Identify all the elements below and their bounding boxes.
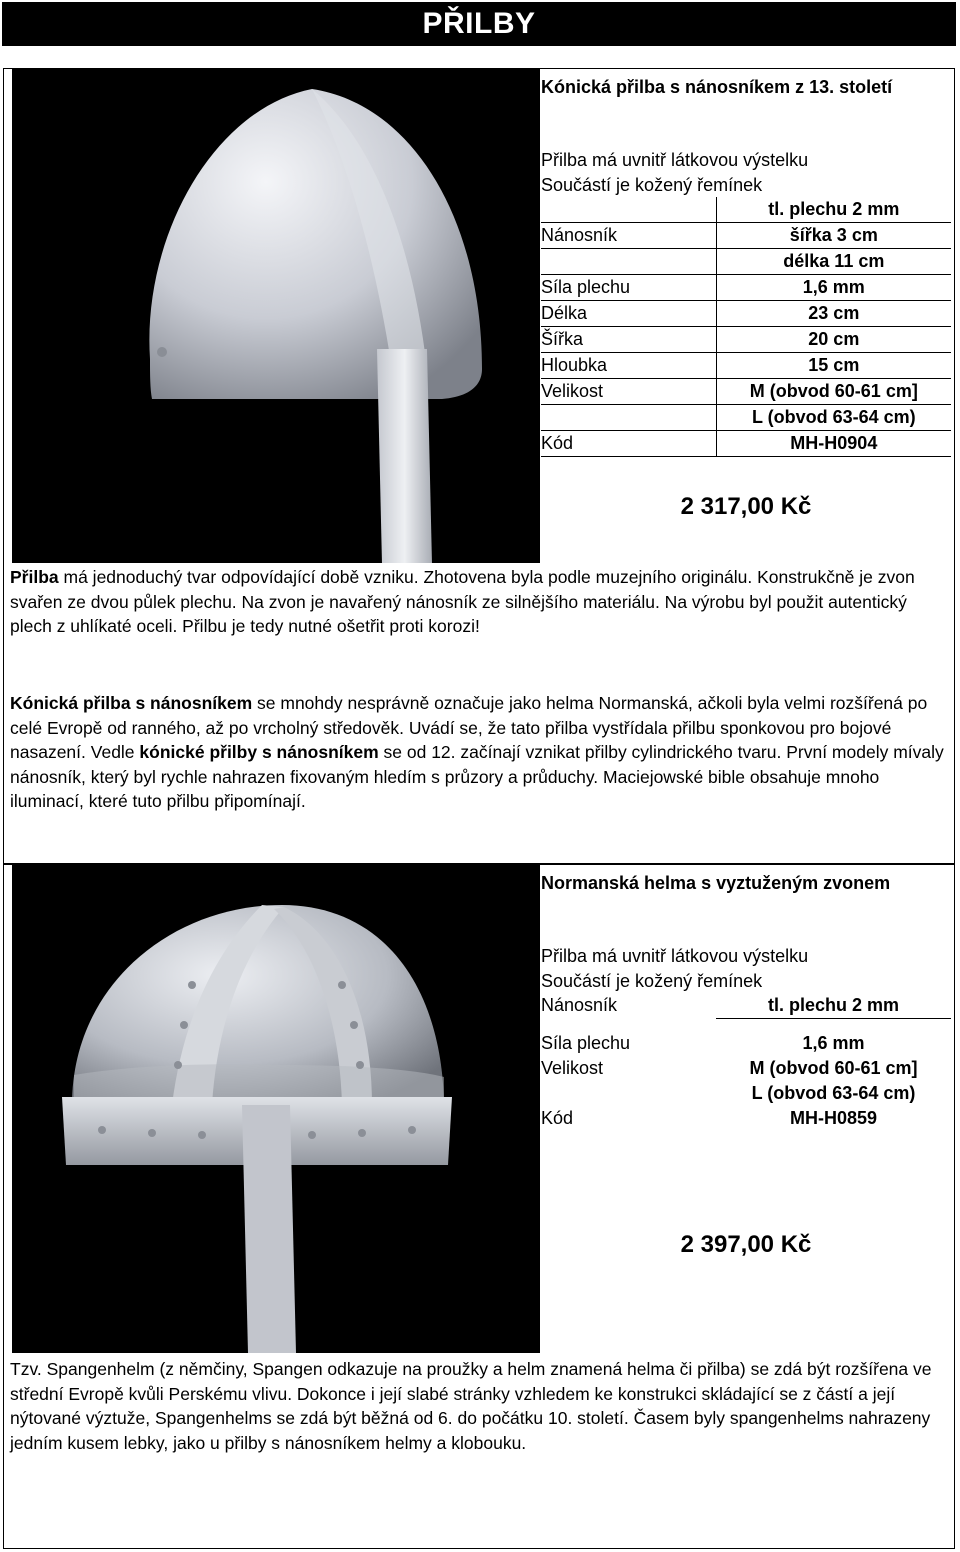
product-photo-conical-helmet	[12, 69, 540, 563]
spec-label	[541, 405, 716, 431]
spec-value: 20 cm	[716, 327, 951, 353]
feature-line: Přilba má uvnitř látkovou výstelku	[541, 150, 809, 170]
description-text: má jednoduchý tvar odpovídající době vzniku. Zhotovena byla podle muzejního originálu. Konstrukčně je zvon svařen ze dvou půlek plechu. Na zvon je navařený nánosník ze silnějšího materiálu. Na výrobu byl použit autentický plech z uhlíkaté oceli. Přilbu je tedy nutné ošetřit proti korozi!	[10, 567, 915, 636]
spec-value: MH-H0904	[716, 431, 951, 457]
spec-value: L (obvod 63-64 cm)	[716, 405, 951, 431]
spec-row	[541, 431, 951, 457]
spec-value: 1,6 mm	[802, 1033, 865, 1053]
spangenhelm-image	[12, 865, 540, 1353]
spec-row	[541, 353, 951, 379]
spec-label: Kód	[541, 431, 716, 457]
history-text: se mnohdy nesprávně označuje jako helma Normanská, ačkoli byla velmi rozšířená po celé Evropě od ranného, až po vrcholný středověk. Uvádí se, že tato přilba vystřídala přilbu sponkovou pro bojové nasazení. Vedle	[10, 693, 928, 762]
spec-row	[541, 1106, 951, 1131]
spec-table	[541, 197, 951, 457]
spec-value: L (obvod 63-64 cm)	[751, 1083, 916, 1103]
spec-table	[541, 993, 951, 1131]
spec-label: Velikost	[541, 379, 716, 405]
spec-label	[541, 249, 716, 275]
spec-label: Nánosník	[541, 995, 618, 1016]
spec-value: M (obvod 60-61 cm]	[749, 1058, 918, 1078]
spec-row	[541, 301, 951, 327]
feature-line: Přilba má uvnitř látkovou výstelku	[541, 946, 809, 966]
feature-line: Součástí je kožený řemínek	[541, 971, 763, 991]
product-description	[10, 565, 950, 639]
spec-label: Šířka	[541, 327, 716, 353]
product-price: 2 317,00 Kč	[680, 493, 812, 520]
spec-value: tl. plechu 2 mm	[716, 993, 951, 1019]
spec-row	[541, 327, 951, 353]
spec-label: Délka	[541, 301, 716, 327]
spec-label: Síla plechu	[541, 1032, 631, 1053]
spec-value: délka 11 cm	[716, 249, 951, 275]
history-text: se od 12. začínají vznikat přilby cylindrického tvaru. První modely mívaly nánosník, který byl rychle nahrazen fixovaným hledím s průzory a průduchy. Maciejowské bible obsahuje mnoho iluminací, které tuto přilbu připomínají.	[10, 742, 944, 811]
spec-label: Hloubka	[541, 353, 716, 379]
spec-label: Velikost	[541, 1058, 604, 1078]
spec-label	[541, 1081, 716, 1106]
product-price: 2 397,00 Kč	[680, 1231, 812, 1258]
description-emphasis: Přilba	[10, 567, 59, 587]
spec-row	[541, 223, 951, 249]
spec-row	[541, 1056, 951, 1081]
spec-row	[541, 405, 951, 431]
product-photo-norman-helmet	[12, 865, 540, 1353]
history-emphasis: Kónická přilba s nánosníkem	[10, 693, 253, 713]
spec-value: šířka 3 cm	[716, 223, 951, 249]
product-title: Kónická přilba s nánosníkem z 13. století	[541, 77, 893, 97]
spec-row	[541, 379, 951, 405]
spec-row	[541, 1081, 951, 1106]
spec-row	[541, 1019, 951, 1057]
page-title: PŘILBY	[2, 2, 956, 46]
spec-label	[541, 197, 716, 223]
spec-value: MH-H0859	[789, 1108, 878, 1128]
spec-label: Nánosník	[541, 223, 716, 249]
product-card-conical-helmet	[3, 68, 955, 864]
spec-label: Síla plechu	[541, 275, 716, 301]
spec-row	[541, 249, 951, 275]
spec-row	[541, 993, 951, 1019]
spec-row	[541, 197, 951, 223]
conical-helmet-image	[12, 69, 540, 563]
product-title: Normanská helma s vyztuženým zvonem	[541, 873, 891, 893]
spec-value: tl. plechu 2 mm	[716, 197, 951, 223]
history-emphasis: kónické přilby s nánosníkem	[139, 742, 379, 762]
spec-value: M (obvod 60-61 cm]	[716, 379, 951, 405]
spec-label: Kód	[541, 1108, 574, 1128]
spec-value: 15 cm	[716, 353, 951, 379]
feature-line: Součástí je kožený řemínek	[541, 175, 763, 195]
spec-value: 1,6 mm	[716, 275, 951, 301]
product-description: Tzv. Spangenhelm (z němčiny, Spangen odkazuje na proužky a helm znamená helma či přilba) se zdá být rozšířena ve střední Evropě kvůli Perskému vlivu. Dokonce i její slabé stránky vzhledem ke konstrukci skládající se z částí a její nýtované výztuže, Spangenhelms se zdá být běžná od 6. do počátku 10. století. Časem byly spangenhelms nahrazeny jedním kusem lebky, jako u přilby s nánosníkem helmy a klobouku.	[10, 1359, 932, 1453]
product-card-norman-helmet	[3, 864, 955, 1549]
spec-row	[541, 275, 951, 301]
product-history	[10, 691, 950, 814]
spec-value: 23 cm	[716, 301, 951, 327]
